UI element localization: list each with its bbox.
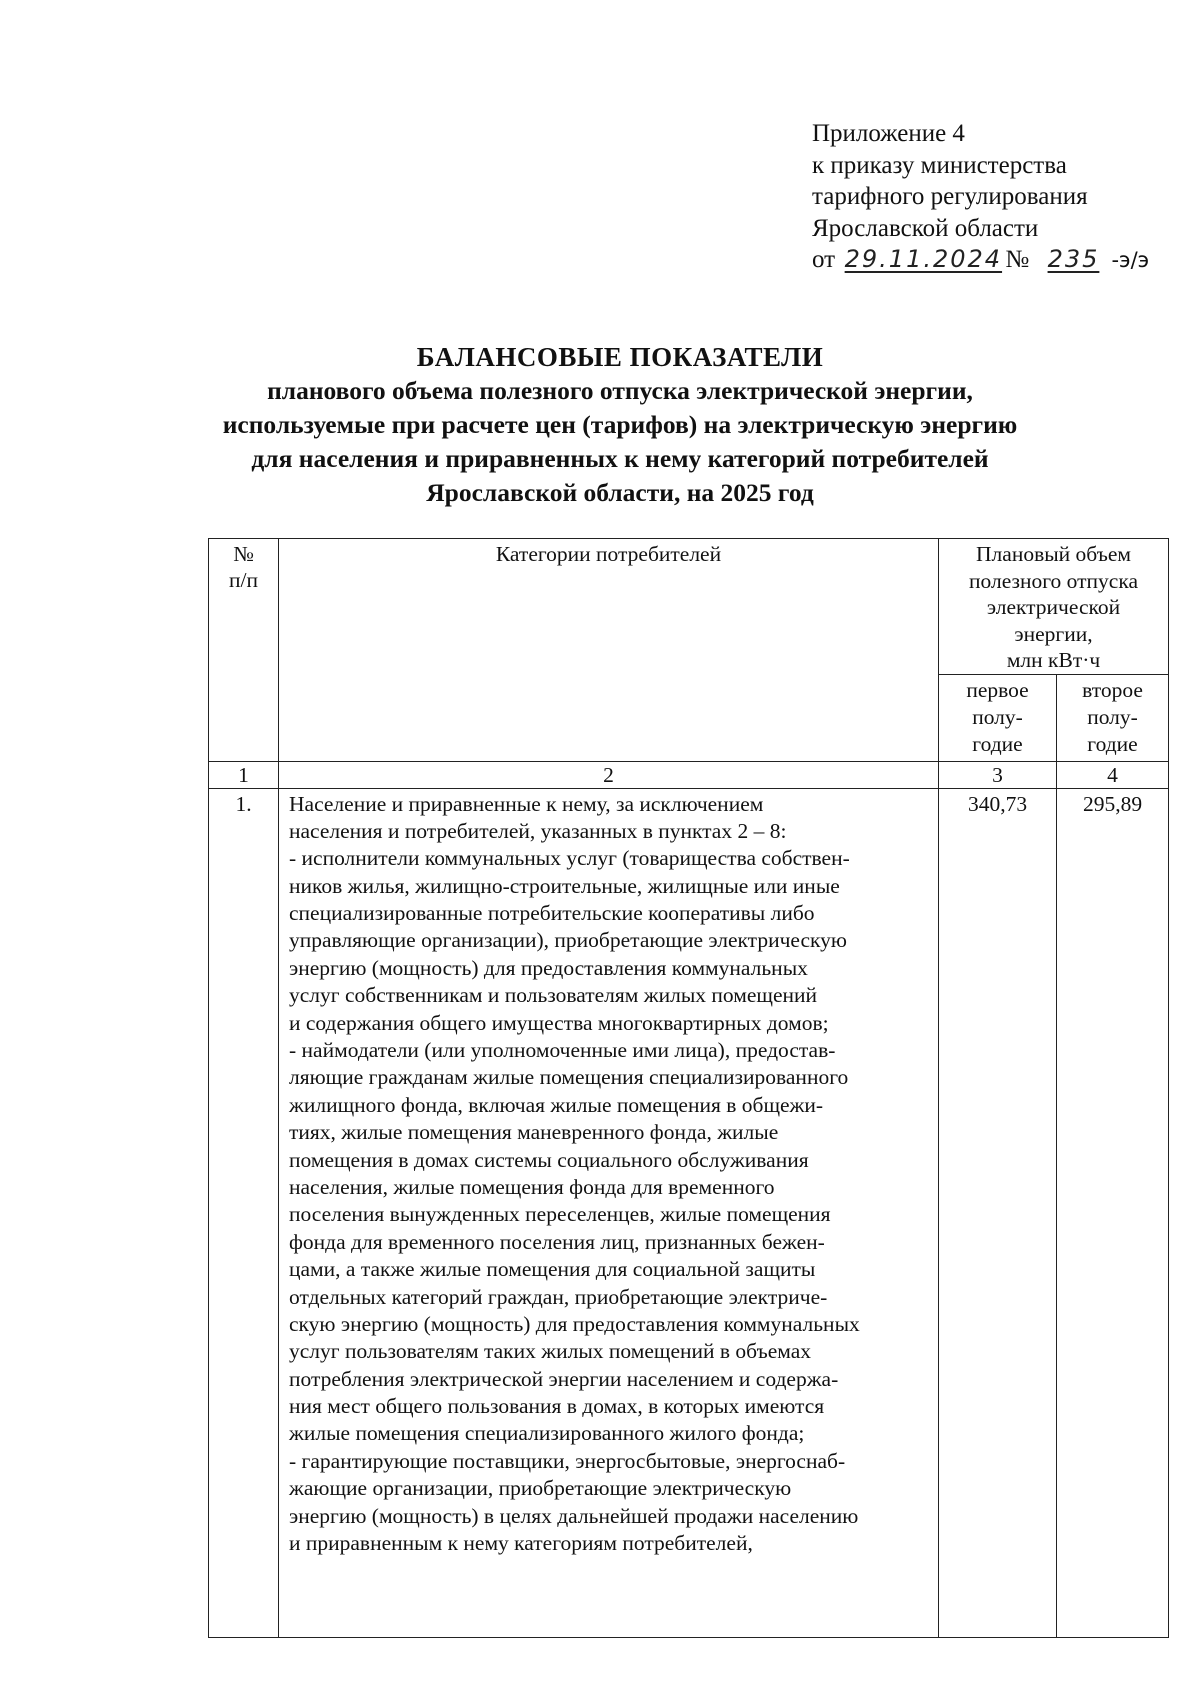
appendix-number: 235	[1047, 245, 1100, 273]
text-line: ляющие гражданам жилые помещения специализированного	[289, 1065, 849, 1090]
header-first-half: первое полу- годие	[939, 674, 1057, 761]
text-line: услуг пользователям таких жилых помещений в объемах	[289, 1339, 811, 1364]
text-line: жающие организации, приобретающие электрическую	[289, 1476, 792, 1501]
text-line: потребления электрической энергии населением и содержа-	[289, 1366, 839, 1391]
table-row	[209, 788, 1169, 1637]
title-line-2: используемые при расчете цен (тарифов) на электрическую энергию	[222, 410, 1018, 439]
text-line: фонда для временного поселения лиц, признанных бежен-	[289, 1229, 825, 1254]
text-line: ния мест общего пользования в домах, в которых имеются	[289, 1394, 825, 1419]
text-line: жилые помещения специализированного жилого фонда;	[289, 1421, 805, 1446]
text-line: - исполнители коммунальных услуг (товарищества собствен-	[289, 846, 850, 871]
column-number: 2	[279, 761, 939, 788]
header-category: Категории потребителей	[279, 539, 939, 762]
row-category-text	[279, 788, 939, 1637]
title-line-3: для населения и приравненных к нему категорий потребителей	[251, 444, 989, 473]
title-main: БАЛАНСОВЫЕ ПОКАЗАТЕЛИ	[416, 342, 824, 372]
row-number: 1.	[209, 788, 279, 1637]
table-header-row	[209, 539, 1169, 675]
text-line: - наймодатели (или уполномоченные ими лица), предостав-	[289, 1038, 836, 1063]
column-number: 4	[1057, 761, 1169, 788]
text-line: и содержания общего имущества многоквартирных домов;	[289, 1010, 829, 1035]
text-line: жилищного фонда, включая жилые помещения в общежи-	[289, 1092, 824, 1117]
text-line: поселения вынужденных переселенцев, жилые помещения	[289, 1202, 831, 1227]
appendix-region: Ярославской области	[812, 214, 1039, 242]
appendix-number-suffix: -э/э	[1111, 248, 1150, 272]
text-line: помещения в домах системы социального обслуживания	[289, 1147, 809, 1172]
header-second-half: второе полу- годие	[1057, 674, 1169, 761]
document-title	[180, 340, 1060, 510]
text-line: населения, жилые помещения фонда для временного	[289, 1174, 775, 1199]
text-line: и приравненным к нему категориям потребителей,	[289, 1531, 753, 1556]
text-line: энергию (мощность) для предоставления коммунальных	[289, 955, 808, 980]
text-line: ников жилья, жилищно-строительные, жилищные или иные	[289, 873, 840, 898]
column-number: 1	[209, 761, 279, 788]
row-first-half-value: 340,73	[939, 788, 1057, 1637]
text-line: тиях, жилые помещения маневренного фонда, жилые	[289, 1120, 779, 1145]
column-number: 3	[939, 761, 1057, 788]
appendix-block	[812, 118, 1149, 277]
text-line: - гарантирующие поставщики, энергосбытовые, энергоснаб-	[289, 1448, 846, 1473]
text-line: энергию (мощность) в целях дальнейшей продажи населению	[289, 1503, 859, 1528]
appendix-date-line	[812, 244, 1149, 277]
row-second-half-value: 295,89	[1057, 788, 1169, 1637]
header-volume: Плановый объем полезного отпуска электрической энергии, млн кВт·ч	[939, 539, 1169, 675]
title-line-1: планового объема полезного отпуска электрической энергии,	[267, 376, 973, 405]
text-line: цами, а также жилые помещения для социальной защиты	[289, 1257, 816, 1282]
title-line-4: Ярославской области, на 2025 год	[426, 478, 814, 507]
appendix-ministry: тарифного регулирования	[812, 183, 1088, 210]
text-line: отдельных категорий граждан, приобретающие электриче-	[289, 1284, 828, 1309]
appendix-from-label: от	[812, 246, 836, 273]
column-numbers-row	[209, 761, 1169, 788]
appendix-order-ref: к приказу министерства	[812, 151, 1067, 179]
text-line: населения и потребителей, указанных в пунктах 2 – 8:	[289, 818, 787, 843]
text-line: специализированные потребительские кооперативы либо	[289, 901, 815, 926]
appendix-title: Приложение 4	[812, 120, 965, 147]
balance-table	[208, 538, 1169, 1638]
text-line: скую энергию (мощность) для предоставления коммунальных	[289, 1311, 860, 1336]
text-line: Население и приравненные к нему, за исключением	[289, 791, 764, 816]
text-line: управляющие организации), приобретающие электрическую	[289, 928, 847, 953]
appendix-number-sign: №	[1005, 246, 1030, 273]
header-number: № п/п	[209, 539, 279, 762]
appendix-date: 29.11.2024	[844, 245, 1003, 273]
text-line: услуг собственникам и пользователям жилых помещений	[289, 983, 818, 1008]
